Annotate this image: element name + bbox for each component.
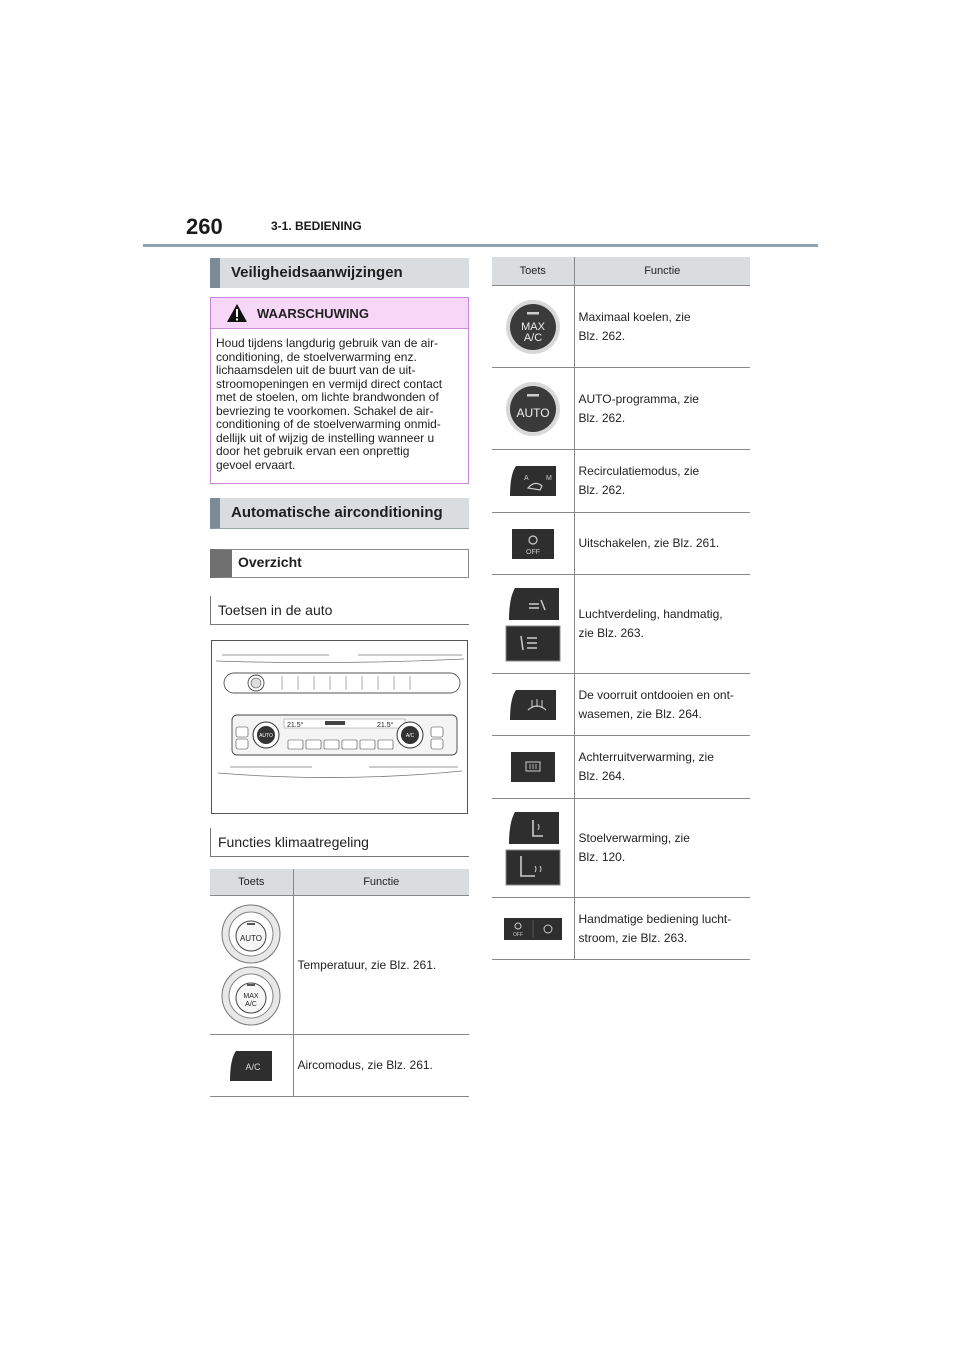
front-defrost-button-icon	[508, 688, 558, 722]
auto-button-icon	[505, 381, 561, 437]
warning-header	[211, 298, 468, 329]
table-row	[492, 799, 750, 898]
table-row	[492, 898, 750, 960]
table-header-row	[492, 257, 750, 286]
seat-heating-buttons-icon	[505, 810, 561, 886]
table-row	[492, 286, 750, 368]
warning-text: Houd tijdens langdurig gebruik van de air- conditioning, de stoelverwarming enz. lichaamsdelen uit de buurt van de uit- stroomopeningen en vermijd direct contact met de stoelen, om lichte brandwonden of bevriezing te voorkomen. Schakel de air- conditioning of de stoelverwarming onmid- dellijk uit of wijzig de instelling wanneer u door het gebruik ervan een onprettig gevoel ervaart.	[216, 336, 443, 472]
climate-heading	[210, 498, 469, 529]
table-key-cell	[492, 799, 574, 898]
max-ac-label: A/C	[523, 331, 542, 344]
panel-temp-left: 21.5°	[287, 722, 304, 729]
table-row	[210, 1035, 469, 1097]
panel-max-label: A/C	[405, 733, 415, 739]
table-key-cell	[492, 368, 574, 450]
table-row	[492, 736, 750, 799]
table-row	[492, 674, 750, 736]
col-header-function: Functie	[293, 869, 469, 896]
functions-heading	[210, 828, 469, 857]
ac-button-icon	[228, 1049, 274, 1083]
fan-speed-off-label: OFF	[512, 931, 523, 938]
fan-off-label: OFF	[525, 548, 540, 556]
ac-button-label: A/C	[245, 1061, 261, 1072]
table-key-cell	[492, 674, 574, 736]
chapter-title: 3-1. BEDIENING	[271, 219, 362, 233]
recirc-a-label: A	[523, 475, 529, 482]
climate-heading-text: Automatische airconditioning	[231, 504, 443, 521]
warning-title: WAARSCHUWING	[257, 306, 369, 321]
table-key-cell	[210, 896, 293, 1035]
recirculation-button-icon	[508, 464, 558, 498]
functions-heading-text: Functies klimaatregeling	[218, 834, 369, 850]
table-function-cell: Aircomodus, zie Blz. 261.	[293, 1035, 469, 1097]
max-ac-button-icon	[505, 299, 561, 355]
overview-heading	[210, 549, 469, 578]
table-header-row	[210, 869, 469, 896]
col-header-function: Functie	[574, 257, 750, 286]
safety-heading	[210, 258, 469, 288]
recirc-m-label: M	[545, 475, 552, 482]
header-rule	[143, 244, 818, 247]
right-function-table	[492, 257, 750, 960]
col-header-key: Toets	[492, 257, 574, 286]
table-function-cell: AUTO-programma, zie Blz. 262.	[574, 368, 750, 450]
knob-auto-label: AUTO	[240, 934, 263, 943]
table-row	[492, 368, 750, 450]
table-key-cell	[210, 1035, 293, 1097]
table-function-cell: Stoelverwarming, zie Blz. 120.	[574, 799, 750, 898]
air-distribution-buttons-icon	[505, 586, 561, 662]
page-number: 260	[186, 214, 223, 239]
table-function-cell: De voorruit ontdooien en ont- wasemen, zie Blz. 264.	[574, 674, 750, 736]
rear-defrost-button-icon	[510, 751, 556, 783]
table-function-cell: Luchtverdeling, handmatig, zie Blz. 263.	[574, 575, 750, 674]
auto-label: AUTO	[516, 405, 550, 420]
warning-box	[210, 297, 469, 484]
overview-heading-text: Overzicht	[238, 554, 302, 570]
left-function-table	[210, 869, 469, 1097]
keys-heading-text: Toetsen in de auto	[218, 602, 333, 618]
table-key-cell	[492, 513, 574, 575]
keys-heading	[210, 596, 469, 625]
table-key-cell	[492, 450, 574, 513]
warning-triangle-icon	[226, 303, 248, 323]
table-function-cell: Maximaal koelen, zie Blz. 262.	[574, 286, 750, 368]
table-function-cell: Recirculatiemodus, zie Blz. 262.	[574, 450, 750, 513]
safety-heading-text: Veiligheidsaanwijzingen	[231, 264, 403, 281]
table-row	[492, 575, 750, 674]
table-row	[492, 513, 750, 575]
panel-auto-label: AUTO	[259, 733, 273, 739]
climate-panel-drawing	[212, 641, 467, 813]
table-key-cell	[492, 575, 574, 674]
knob-max-label: MAX	[243, 993, 259, 1000]
auto-and-max-ac-knob-icon	[219, 903, 283, 1027]
table-function-cell: Temperatuur, zie Blz. 261.	[293, 896, 469, 1035]
table-key-cell	[492, 736, 574, 799]
table-row	[492, 450, 750, 513]
table-function-cell: Achterruitverwarming, zie Blz. 264.	[574, 736, 750, 799]
table-function-cell: Uitschakelen, zie Blz. 261.	[574, 513, 750, 575]
panel-temp-right: 21.5°	[377, 722, 394, 729]
table-row	[210, 896, 469, 1035]
table-key-cell	[492, 286, 574, 368]
max-label: MAX	[520, 320, 545, 333]
table-function-cell: Handmatige bediening lucht- stroom, zie Blz. 263.	[574, 898, 750, 960]
knob-ac-label: A/C	[245, 1001, 258, 1008]
table-key-cell	[492, 898, 574, 960]
col-header-key: Toets	[210, 869, 293, 896]
fan-off-button-icon	[511, 528, 555, 560]
fan-speed-buttons-icon	[503, 917, 563, 941]
control-panel-illustration	[211, 640, 468, 814]
